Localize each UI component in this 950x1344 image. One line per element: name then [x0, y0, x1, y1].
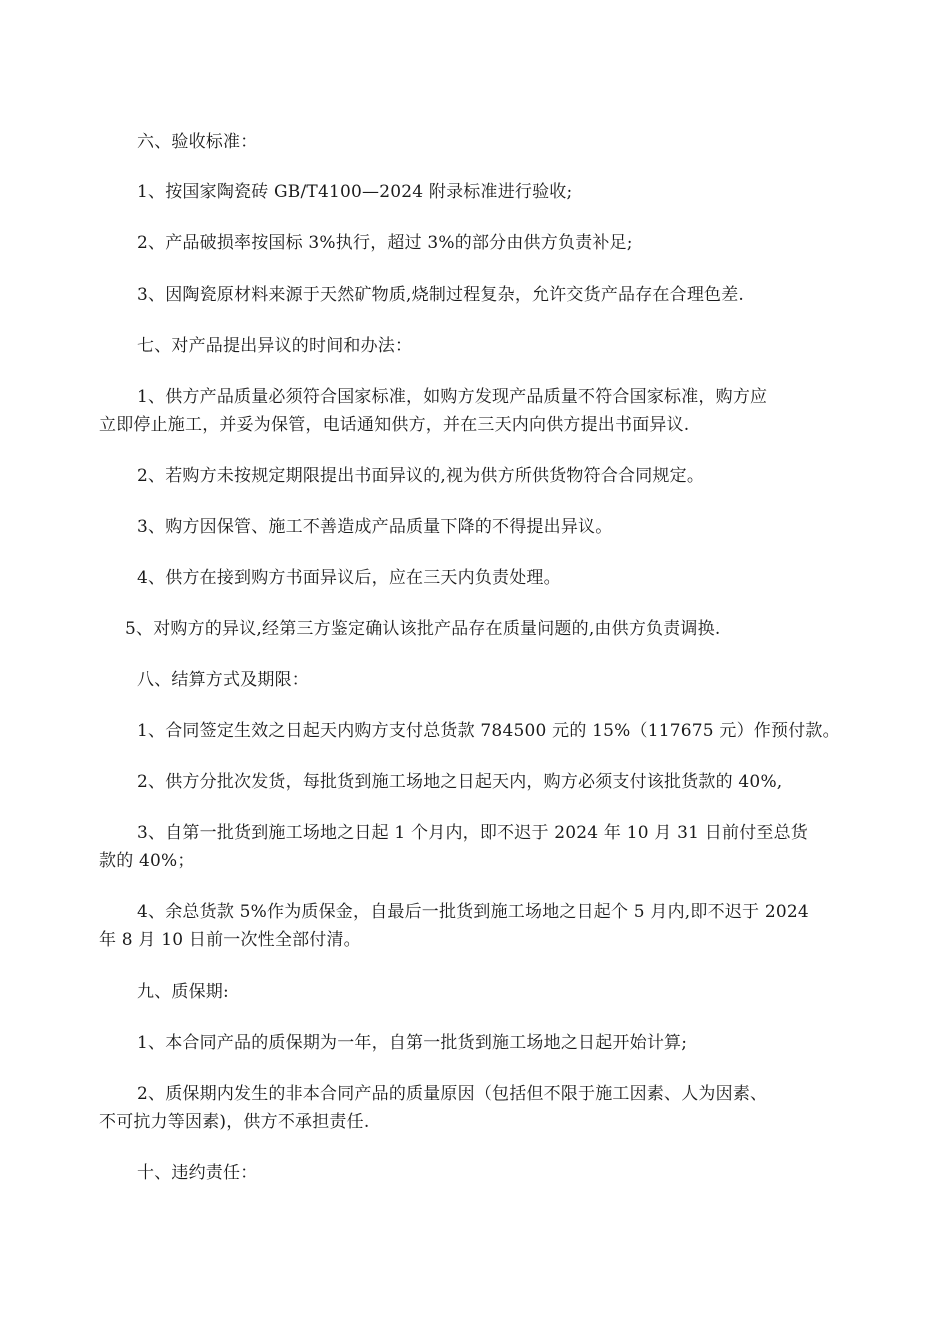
section-7-heading: 七、对产品提出异议的时间和办法： [137, 336, 413, 356]
section-9-item-2-line-1: 2、质保期内发生的非本合同产品的质量原因（包括但不限于施工因素、人为因素、 [137, 1084, 768, 1104]
section-7-item-2: 2、若购方未按规定期限提出书面异议的,视为供方所供货物符合合同规定。 [137, 466, 705, 486]
section-8-item-4-line-2: 年 8 月 10 日前一次性全部付清。 [99, 930, 361, 950]
section-8-item-4-line-1: 4、余总货款 5%作为质保金，自最后一批货到施工场地之日起个 5 月内,即不迟于 2024 [137, 902, 809, 922]
section-7-item-1-line-1: 1、供方产品质量必须符合国家标准，如购方发现产品质量不符合国家标准，购方应 [137, 387, 768, 407]
section-8-item-3-line-1: 3、自第一批货到施工场地之日起 1 个月内，即不迟于 2024 年 10 月 31 日前付至总货 [137, 823, 808, 843]
section-6-item-3: 3、因陶瓷原材料来源于天然矿物质,烧制过程复杂，允许交货产品存在合理色差. [137, 285, 745, 305]
section-9-item-1: 1、本合同产品的质保期为一年，自第一批货到施工场地之日起开始计算; [137, 1033, 688, 1053]
section-6-item-1: 1、按国家陶瓷砖 GB/T4100—2024 附录标准进行验收; [137, 182, 573, 202]
section-6-item-2: 2、产品破损率按国标 3%执行，超过 3%的部分由供方负责补足; [137, 233, 633, 253]
section-7-item-5: 5、对购方的异议,经第三方鉴定确认该批产品存在质量问题的,由供方负责调换. [125, 619, 721, 639]
section-7-item-3: 3、购方因保管、施工不善造成产品质量下降的不得提出异议。 [137, 517, 613, 537]
section-7-item-1-line-2: 立即停止施工，并妥为保管，电话通知供方，并在三天内向供方提出书面异议. [99, 415, 690, 435]
section-8-heading: 八、结算方式及期限： [137, 670, 309, 690]
section-9-heading: 九、质保期: [137, 982, 229, 1002]
section-7-item-4: 4、供方在接到购方书面异议后，应在三天内负责处理。 [137, 568, 561, 588]
section-9-item-2-line-2: 不可抗力等因素)，供方不承担责任. [99, 1112, 370, 1132]
section-10-heading: 十、违约责任： [137, 1163, 258, 1183]
section-6-heading: 六、验收标准： [137, 132, 258, 152]
section-8-item-3-line-2: 款的 40%； [99, 851, 195, 871]
section-8-item-2: 2、供方分批次发货，每批货到施工场地之日起天内，购方必须支付该批货款的 40%, [137, 772, 783, 792]
section-8-item-1: 1、合同签定生效之日起天内购方支付总货款 784500 元的 15%（117675 元）作预付款。 [137, 721, 840, 741]
